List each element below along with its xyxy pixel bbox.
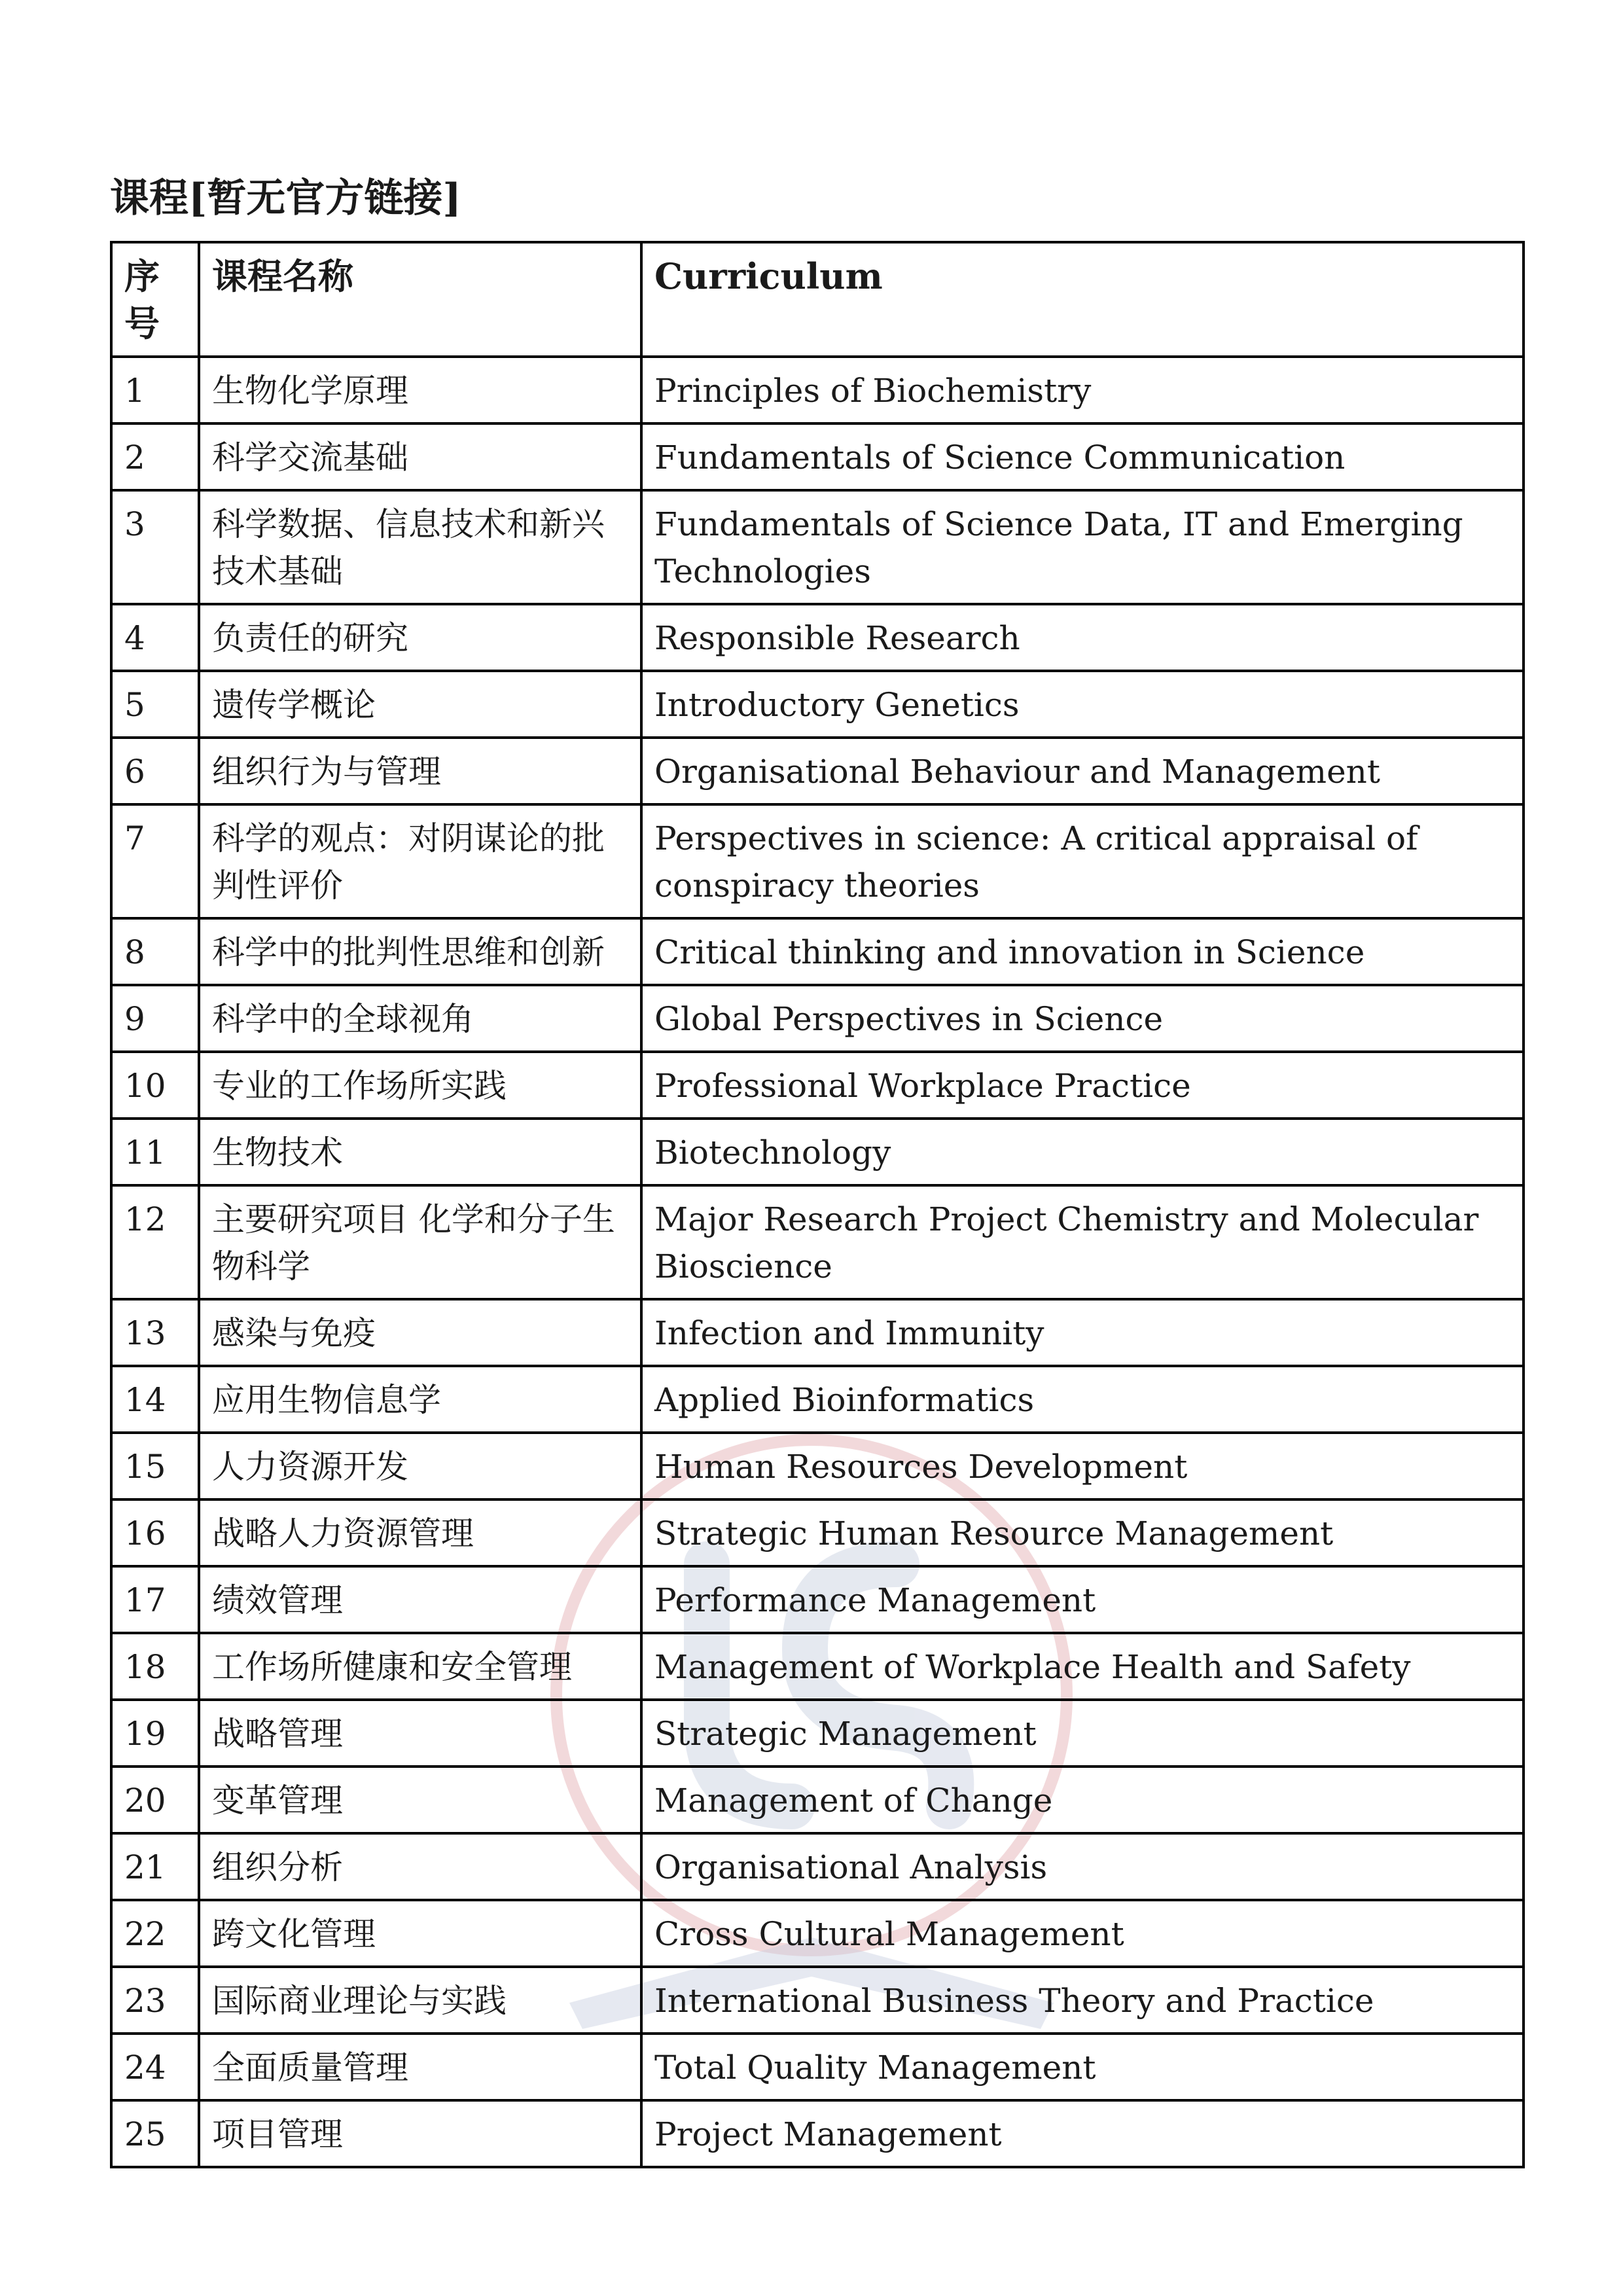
page-title: 课程[暂无官方链接] [110, 175, 461, 221]
row-number: 6 [111, 738, 199, 804]
course-name-cn: 组织行为与管理 [199, 738, 641, 804]
course-name-cn: 跨文化管理 [199, 1900, 641, 1967]
row-number: 4 [111, 604, 199, 671]
table-header-row [111, 242, 1524, 357]
course-name-en: Principles of Biochemistry [641, 357, 1524, 423]
course-name-cn: 科学交流基础 [199, 423, 641, 490]
course-name-en: International Business Theory and Practice [641, 1967, 1524, 2034]
course-name-cn: 战略管理 [199, 1700, 641, 1767]
table-row [111, 985, 1524, 1052]
table-row [111, 1633, 1524, 1700]
course-name-en: Infection and Immunity [641, 1299, 1524, 1366]
table-row [111, 490, 1524, 604]
course-name-cn: 专业的工作场所实践 [199, 1052, 641, 1119]
table-row [111, 423, 1524, 490]
course-name-cn: 工作场所健康和安全管理 [199, 1633, 641, 1700]
row-number: 10 [111, 1052, 199, 1119]
course-name-cn: 生物技术 [199, 1119, 641, 1185]
course-name-en: Human Resources Development [641, 1433, 1524, 1499]
table-row [111, 1967, 1524, 2034]
row-number: 3 [111, 490, 199, 604]
course-name-en: Management of Workplace Health and Safety [641, 1633, 1524, 1700]
row-number: 8 [111, 918, 199, 985]
row-number: 7 [111, 804, 199, 918]
course-name-cn: 变革管理 [199, 1767, 641, 1833]
table-row [111, 1433, 1524, 1499]
course-name-cn: 应用生物信息学 [199, 1366, 641, 1433]
curriculum-table [110, 241, 1525, 2168]
course-name-en: Cross Cultural Management [641, 1900, 1524, 1967]
course-name-cn: 组织分析 [199, 1833, 641, 1900]
course-name-cn: 项目管理 [199, 2100, 641, 2167]
course-name-en: Major Research Project Chemistry and Molecular Bioscience [641, 1185, 1524, 1299]
table-row [111, 1052, 1524, 1119]
table-row [111, 1700, 1524, 1767]
row-number: 5 [111, 671, 199, 738]
row-number: 21 [111, 1833, 199, 1900]
course-name-cn: 遗传学概论 [199, 671, 641, 738]
row-number: 13 [111, 1299, 199, 1366]
table-row [111, 918, 1524, 985]
table-row [111, 1566, 1524, 1633]
course-name-cn: 负责任的研究 [199, 604, 641, 671]
row-number: 18 [111, 1633, 199, 1700]
table-row [111, 1833, 1524, 1900]
course-name-en: Critical thinking and innovation in Science [641, 918, 1524, 985]
course-name-cn: 感染与免疫 [199, 1299, 641, 1366]
table-row [111, 1299, 1524, 1366]
row-number: 15 [111, 1433, 199, 1499]
course-name-en: Professional Workplace Practice [641, 1052, 1524, 1119]
course-name-en: Biotechnology [641, 1119, 1524, 1185]
course-name-cn: 科学的观点：对阴谋论的批判性评价 [199, 804, 641, 918]
table-row [111, 1119, 1524, 1185]
table-row [111, 2034, 1524, 2100]
course-name-en: Organisational Behaviour and Management [641, 738, 1524, 804]
header-course-name: 课程名称 [199, 242, 641, 357]
course-name-en: Fundamentals of Science Communication [641, 423, 1524, 490]
course-name-en: Global Perspectives in Science [641, 985, 1524, 1052]
course-name-cn: 国际商业理论与实践 [199, 1967, 641, 2034]
table-row [111, 357, 1524, 423]
table-row [111, 738, 1524, 804]
table-row [111, 604, 1524, 671]
course-name-en: Management of Change [641, 1767, 1524, 1833]
course-name-cn: 科学中的全球视角 [199, 985, 641, 1052]
table-row [111, 671, 1524, 738]
course-name-en: Fundamentals of Science Data, IT and Emerging Technologies [641, 490, 1524, 604]
row-number: 12 [111, 1185, 199, 1299]
row-number: 9 [111, 985, 199, 1052]
table-row [111, 1499, 1524, 1566]
course-name-cn: 绩效管理 [199, 1566, 641, 1633]
course-name-cn: 科学中的批判性思维和创新 [199, 918, 641, 985]
course-name-en: Applied Bioinformatics [641, 1366, 1524, 1433]
course-name-cn: 战略人力资源管理 [199, 1499, 641, 1566]
course-name-en: Perspectives in science: A critical appraisal of conspiracy theories [641, 804, 1524, 918]
course-name-cn: 人力资源开发 [199, 1433, 641, 1499]
table-row [111, 1366, 1524, 1433]
course-name-cn: 主要研究项目 化学和分子生物科学 [199, 1185, 641, 1299]
course-name-en: Strategic Management [641, 1700, 1524, 1767]
row-number: 20 [111, 1767, 199, 1833]
course-name-en: Responsible Research [641, 604, 1524, 671]
row-number: 1 [111, 357, 199, 423]
header-curriculum: Curriculum [641, 242, 1524, 357]
course-name-cn: 全面质量管理 [199, 2034, 641, 2100]
row-number: 2 [111, 423, 199, 490]
row-number: 24 [111, 2034, 199, 2100]
row-number: 17 [111, 1566, 199, 1633]
row-number: 11 [111, 1119, 199, 1185]
course-name-en: Performance Management [641, 1566, 1524, 1633]
row-number: 22 [111, 1900, 199, 1967]
row-number: 23 [111, 1967, 199, 2034]
course-name-en: Total Quality Management [641, 2034, 1524, 2100]
table-row [111, 1767, 1524, 1833]
course-name-en: Project Management [641, 2100, 1524, 2167]
table-row [111, 804, 1524, 918]
course-name-en: Strategic Human Resource Management [641, 1499, 1524, 1566]
course-name-en: Introductory Genetics [641, 671, 1524, 738]
table-row [111, 1900, 1524, 1967]
table-row [111, 2100, 1524, 2167]
course-name-cn: 科学数据、信息技术和新兴技术基础 [199, 490, 641, 604]
row-number: 19 [111, 1700, 199, 1767]
course-name-cn: 生物化学原理 [199, 357, 641, 423]
header-number: 序号 [111, 242, 199, 357]
row-number: 16 [111, 1499, 199, 1566]
table-row [111, 1185, 1524, 1299]
row-number: 25 [111, 2100, 199, 2167]
course-name-en: Organisational Analysis [641, 1833, 1524, 1900]
row-number: 14 [111, 1366, 199, 1433]
